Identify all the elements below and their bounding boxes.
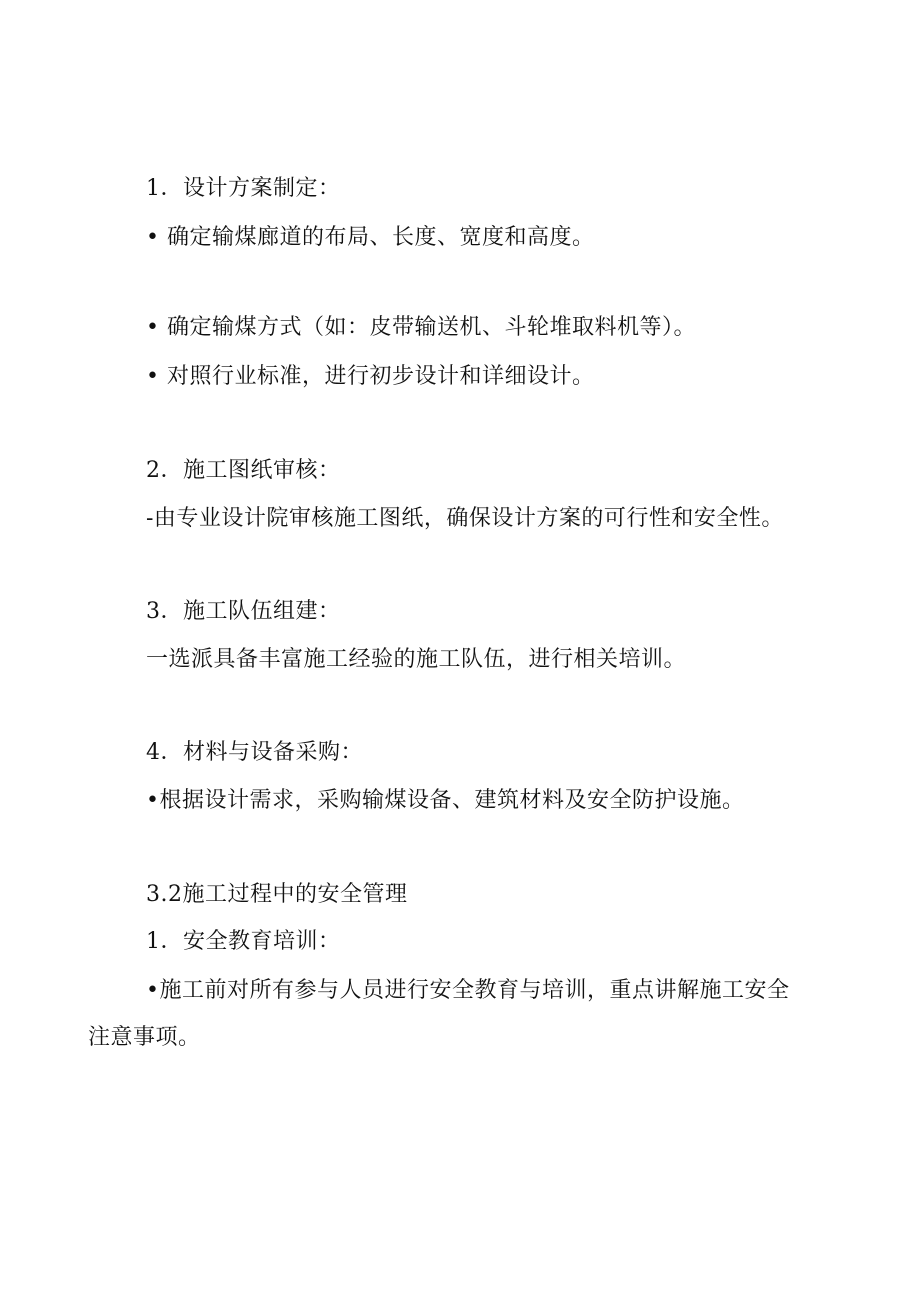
section-heading-procurement: 4．材料与设备采购： xyxy=(146,740,363,765)
bullet-conveying-method: • 确定输煤方式（如：皮带输送机、斗轮堆取料机等）。 xyxy=(146,315,696,340)
section-heading-team-formation: 3．施工队伍组建： xyxy=(146,599,341,624)
bullet-industry-standard: • 对照行业标准，进行初步设计和详细设计。 xyxy=(146,364,595,389)
bullet-corridor-layout: • 确定输煤廊道的布局、长度、宽度和高度。 xyxy=(146,225,595,250)
section-heading-construction-safety: 3.2施工过程中的安全管理 xyxy=(146,882,408,907)
section-heading-design-plan: 1．设计方案制定： xyxy=(146,176,341,201)
section-heading-safety-training: 1．安全教育培训： xyxy=(146,929,341,954)
item-drawing-review: -由专业设计院审核施工图纸，确保设计方案的可行性和安全性。 xyxy=(146,506,784,531)
item-safety-training-line2: 注意事项。 xyxy=(88,1025,201,1050)
item-team-formation: 一选派具备丰富施工经验的施工队伍，进行相关培训。 xyxy=(146,647,687,672)
section-heading-drawing-review: 2．施工图纸审核： xyxy=(146,458,341,483)
item-safety-training-line1: •施工前对所有参与人员进行安全教育与培训，重点讲解施工安全 xyxy=(146,978,790,1003)
item-procurement: •根据设计需求，采购输煤设备、建筑材料及安全防护设施。 xyxy=(146,788,745,813)
